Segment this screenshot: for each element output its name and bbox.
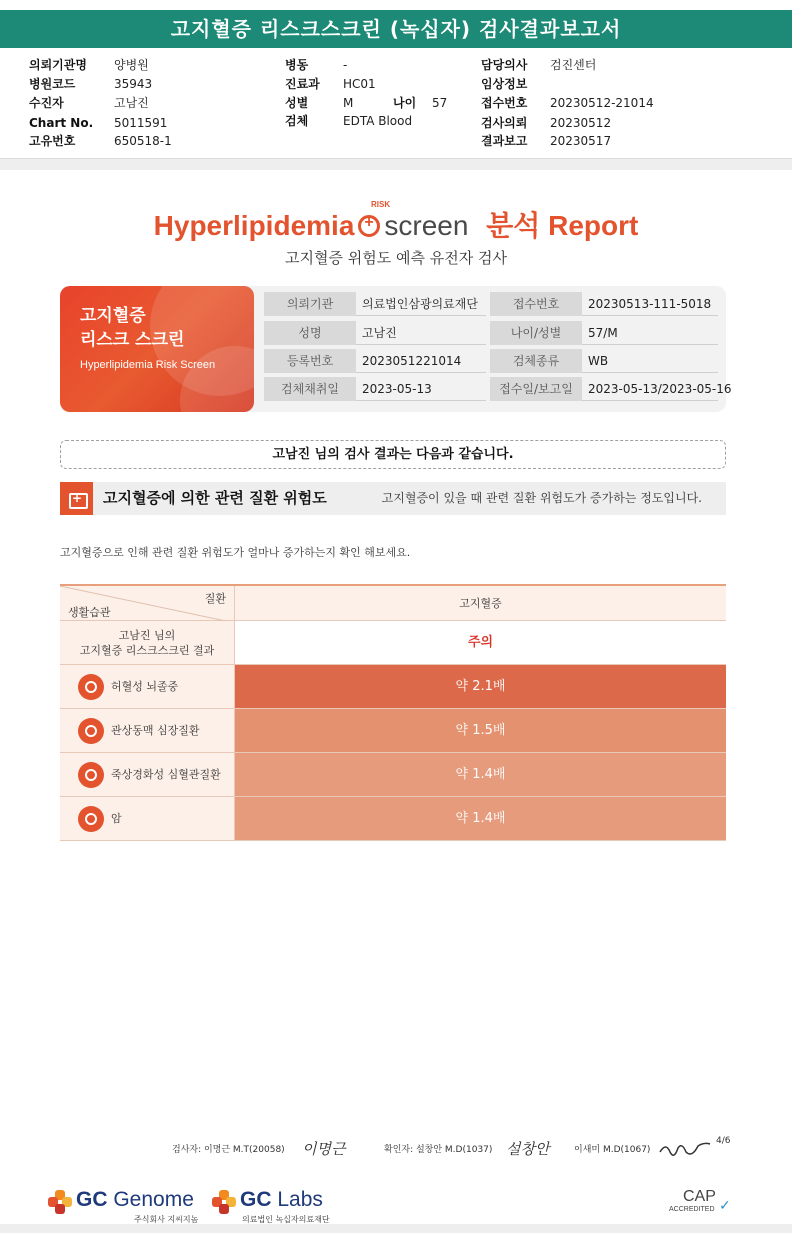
checkmark-icon: ✓	[719, 1198, 731, 1214]
report-subtitle: 고지혈증 위험도 예측 유전자 검사	[285, 249, 507, 267]
meta-label: 검체	[285, 114, 309, 128]
info-label: 등록번호	[264, 349, 356, 373]
logo-sub: 주식회사 지씨지놈	[134, 1215, 199, 1224]
diagonal-header-cell	[60, 586, 235, 623]
info-label: 나이/성별	[490, 321, 582, 345]
summary-label	[60, 621, 235, 664]
info-label: 접수번호	[490, 292, 582, 316]
cap-sub: ACCREDITED	[669, 1206, 715, 1213]
info-value: 2023051221014	[356, 349, 486, 373]
disease-name: 죽상경화성 심혈관질환	[111, 768, 221, 781]
column-header: 고지혈증	[459, 597, 502, 610]
meta-label: 성별	[285, 96, 309, 110]
meta-label: 임상정보	[481, 77, 528, 91]
logo-gc: GC	[240, 1188, 272, 1211]
risk-ratio: 약 1.4배	[235, 753, 726, 796]
examiner-signature: 이명근	[302, 1140, 346, 1158]
section-divider	[0, 158, 792, 170]
meta-label: 병원코드	[29, 77, 76, 91]
report-header-title: 고지혈증 리스크스크린 (녹십자) 검사결과보고서	[0, 10, 792, 48]
info-label: 검체채취일	[264, 377, 356, 401]
doctor-label: 이새미 M.D(1067)	[574, 1145, 651, 1155]
meta-value: M	[343, 96, 354, 110]
meta-label: 결과보고	[481, 134, 528, 148]
disease-cell	[60, 665, 235, 708]
report-title	[0, 204, 792, 244]
info-label: 성명	[264, 321, 356, 345]
risk-plus-icon	[358, 215, 380, 237]
card-english: Hyperlipidemia Risk Screen	[80, 359, 216, 371]
info-label: 접수일/보고일	[490, 377, 582, 401]
meta-label: 나이	[393, 96, 417, 110]
summary-row	[60, 621, 726, 665]
summary-status: 주의	[467, 635, 494, 650]
info-value: 2023-05-13/2023-05-16	[582, 377, 718, 401]
artery-icon	[78, 762, 104, 788]
info-value: 20230513-111-5018	[582, 292, 718, 316]
summary-label-line1: 고남진 님의	[118, 629, 176, 642]
meta-label: 진료과	[285, 77, 320, 91]
confirmer-label: 확인자: 설창안 M.D(1037)	[384, 1145, 493, 1155]
disease-name: 허혈성 뇌졸중	[111, 680, 179, 693]
meta-value: 20230517	[550, 134, 612, 148]
risk-word: RISK	[371, 200, 391, 209]
gc-cross-icon	[48, 1190, 72, 1214]
diag-bottom-label: 생활습관	[68, 606, 111, 619]
meta-label: 담당의사	[481, 58, 528, 72]
table-row	[60, 665, 726, 709]
confirmer-signature: 설창안	[506, 1140, 550, 1158]
meta-value: 검진센터	[550, 58, 597, 72]
meta-value: HC01	[343, 77, 376, 91]
logo-gc: GC	[76, 1188, 108, 1211]
cap-title: CAP	[683, 1188, 716, 1205]
card-title	[80, 304, 184, 352]
report-title-part2: screen	[384, 210, 469, 241]
logo-sub: 의료법인 녹십자의료재단	[242, 1215, 330, 1224]
brain-icon	[78, 674, 104, 700]
section-title: 고지혈증에 의한 관련 질환 위험도	[103, 489, 327, 507]
meta-label: 검사의뢰	[481, 116, 528, 130]
table-row	[60, 797, 726, 841]
info-label: 의뢰기관	[264, 292, 356, 316]
table-row	[60, 753, 726, 797]
diag-top-label: 질환	[204, 592, 226, 605]
report-title-part3: 분석 Report	[486, 210, 639, 241]
disease-cell	[60, 753, 235, 796]
summary-label-line2: 고지혈증 리스크스크린 결과	[79, 644, 215, 657]
meta-value: 양병원	[114, 58, 149, 72]
meta-value: -	[343, 58, 348, 72]
cancer-cell-icon	[78, 806, 104, 832]
meta-label: 병동	[285, 58, 309, 72]
table-row	[60, 709, 726, 753]
doctor-signature	[658, 1138, 712, 1160]
meta-value: 5011591	[114, 116, 168, 130]
product-card	[60, 286, 254, 412]
info-label: 검체종류	[490, 349, 582, 373]
logo-name	[240, 1188, 323, 1212]
info-value: 57/M	[582, 321, 718, 345]
gc-cross-icon	[212, 1190, 236, 1214]
card-title-line1: 고지혈증	[80, 306, 146, 326]
section-header	[60, 482, 726, 515]
medical-kit-icon	[60, 482, 93, 515]
meta-value: 고남진	[114, 96, 149, 110]
bottom-strip	[0, 1224, 792, 1233]
info-value: 의료법인삼광의료재단	[356, 292, 486, 316]
risk-ratio: 약 1.4배	[235, 797, 726, 840]
meta-value: EDTA Blood	[343, 114, 413, 128]
logo-genome: Genome	[113, 1188, 194, 1211]
section-description: 고지혈증이 있을 때 관련 질환 위험도가 증가하는 정도입니다.	[381, 491, 702, 505]
meta-value: 20230512	[550, 116, 612, 130]
meta-value: 650518-1	[114, 134, 172, 148]
result-banner: 고남진 님의 검사 결과는 다음과 같습니다.	[60, 440, 726, 469]
meta-label: 수진자	[29, 96, 64, 110]
disease-name: 관상동맥 심장질환	[111, 724, 200, 737]
card-title-line2: 리스크 스크린	[80, 330, 185, 350]
disease-cell	[60, 797, 235, 840]
table-header	[60, 584, 726, 621]
disease-name: 암	[111, 812, 122, 825]
meta-value: 35943	[114, 77, 153, 91]
page-number: 4/6	[716, 1136, 731, 1146]
logo-name	[76, 1188, 194, 1212]
heart-vessel-icon	[78, 718, 104, 744]
patient-meta	[0, 54, 792, 154]
cap-accreditation-logo	[667, 1188, 737, 1222]
meta-label: Chart No.	[29, 116, 94, 130]
meta-value: 57	[432, 96, 448, 110]
meta-label: 접수번호	[481, 96, 528, 110]
intro-text: 고지혈증으로 인해 관련 질환 위험도가 얼마나 증가하는지 확인 해보세요.	[60, 546, 411, 559]
meta-value: 20230512-21014	[550, 96, 654, 110]
report-title-part1: Hyperlipidemia	[153, 210, 355, 241]
disease-cell	[60, 709, 235, 752]
meta-label: 의뢰기관명	[29, 58, 87, 72]
logo-labs: Labs	[277, 1188, 323, 1211]
info-value: 고남진	[356, 321, 486, 345]
risk-ratio: 약 2.1배	[235, 665, 726, 708]
info-value: WB	[582, 349, 718, 373]
meta-label: 고유번호	[29, 134, 76, 148]
risk-ratio: 약 1.5배	[235, 709, 726, 752]
examiner-label: 검사자: 이명근 M.T(20058)	[172, 1145, 285, 1155]
info-value: 2023-05-13	[356, 377, 486, 401]
